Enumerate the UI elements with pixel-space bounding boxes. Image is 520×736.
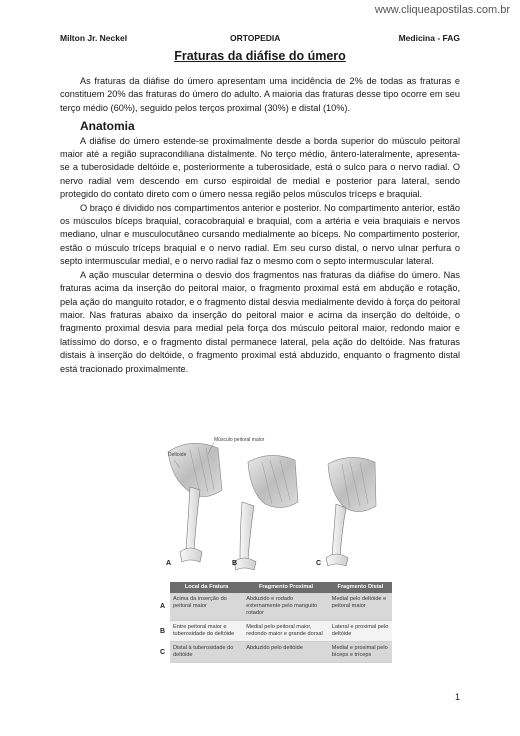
label-pectoralis-major: Músculo peitoral maior (214, 437, 265, 443)
table-header-row (158, 582, 392, 593)
table-row (158, 621, 392, 642)
row-label: A (158, 593, 170, 621)
site-url: www.cliqueapostilas.com.br (374, 4, 510, 16)
header-author: Milton Jr. Neckel (60, 33, 128, 43)
fracture-table (158, 582, 392, 663)
table-row (158, 593, 392, 621)
table-row (158, 642, 392, 663)
cell-local: Acima da inserção do peitoral maior (170, 593, 243, 621)
cell-proximal: Abduzido pelo deltóide (243, 642, 329, 663)
label-deltoid: Deltoide (168, 452, 187, 458)
panel-c-drawing (326, 457, 376, 566)
header-subject: ORTOPEDIA (230, 33, 281, 43)
humerus-fracture-figure (150, 432, 390, 577)
row-label: C (158, 642, 170, 663)
cell-local: Distal à tuberosidade do deltóide (170, 642, 243, 663)
cell-distal: Medial e proximal pelo bíceps e tríceps (329, 642, 392, 663)
panel-label-a: A (166, 560, 172, 567)
header-distal: Fragmento Distal (329, 582, 392, 593)
page-number: 1 (455, 692, 461, 702)
row-label: B (158, 621, 170, 642)
paragraph-anatomy-2: O braço é dividido nos compartimentos anterior e posterior. No compartimento anterior, estão os músculos bíceps braquial, coracobraquial e braquial, com a artéria e veia braquiais e nervos mediano, ulnar e musculocutâneo cursando medialmente ao bíceps. No compartimento posterior, estão o músculo tríceps braquial e o nervo radial. Em seu curso distal, o nervo ulnar perfura o septo intermuscular medial, e o nervo radial faz o mesmo com o septo intermuscular lateral. (60, 202, 460, 267)
header-course: Medicina - FAG (398, 33, 460, 43)
panel-b-drawing (234, 455, 298, 570)
cell-local: Entre peitoral maior e tuberosidade do deltóide (170, 621, 243, 642)
cell-distal: Lateral e proximal pelo deltóide (329, 621, 392, 642)
panel-a-drawing (168, 443, 222, 562)
cell-distal: Medial pelo deltóide e peitoral maior (329, 593, 392, 621)
cell-proximal: Medial pelo peitoral maior, redondo maior e grande dorsal (243, 621, 329, 642)
panel-label-c: C (316, 560, 322, 567)
document-title: Fraturas da diáfise do úmero (174, 49, 346, 63)
section-heading: Anatomia (80, 119, 135, 134)
cell-proximal: Abduzido e rodado externamente pelo manguito rotador (243, 593, 329, 621)
intro-paragraph: As fraturas da diáfise do úmero apresentam uma incidência de 2% de todas as fraturas e constituem 20% das fraturas do úmero do adulto. A maioria das fraturas desse tipo ocorre em seu terço médio (60%), seguido pelos terços proximal (30%) e distal (10%). (60, 76, 460, 113)
header-local: Local da Fratura (170, 582, 243, 593)
paragraph-anatomy-3: A ação muscular determina o desvio dos fragmentos nas fraturas da diáfise do úmero. Nas fraturas acima da inserção do peitoral maior, o fragmento proximal está em abdução e rotação, pela ação do manguito rotador, e o fragmento distal desvia medialmente devido à força do peitoral maior. Nas fraturas abaixo da inserção do peitoral maior e acima da inserção do deltóide, o fragmento proximal desvia para medial pela força dos músculo peitoral maior, redondo maior e latíssimo do dorso, e o fragmento distal permanece lateral, pela ação do deltóide. Nas fraturas distais à inserção do deltóide, o fragmento proximal está abduzido, enquanto o fragmento distal está tracionado proximalmente. (60, 269, 460, 374)
header-proximal: Fragmento Proximal (243, 582, 329, 593)
panel-label-b: B (232, 560, 238, 567)
document-body (60, 75, 460, 376)
paragraph-anatomy-1: A diáfise do úmero estende-se proximalmente desde a borda superior do músculo peitoral maior até a região supracondiliana distalmente. No terço médio, ântero-lateralmente, apresenta-se a tuberosidade deltóide e, posteriormente a tuberosidade, está o sulco para o nervo radial. O nervo radial vem descendo em curso espiroidal de medial e posterior para lateral, sendo protegido do contato direto com o úmero nessa região pelos músculos tríceps e braquial. (60, 135, 460, 200)
